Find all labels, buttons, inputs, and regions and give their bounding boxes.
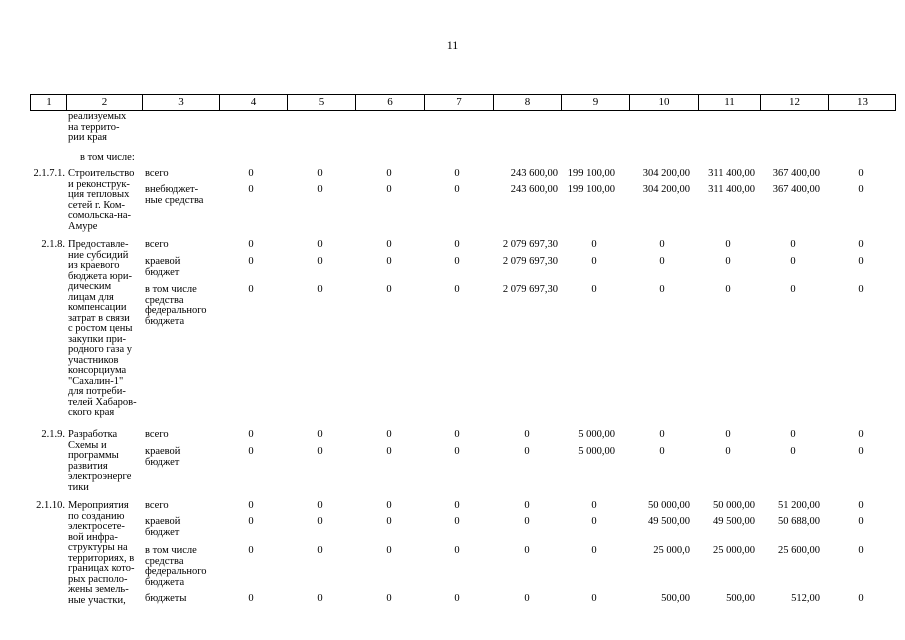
name-line: Схемы и <box>68 439 107 451</box>
name-line: границах кото- <box>68 563 135 574</box>
value-cell: 0 <box>248 429 254 440</box>
row-code: 2.1.9. <box>41 429 65 440</box>
name-line: Мероприятия <box>68 500 129 511</box>
source-line: краевой <box>145 256 181 267</box>
name-line: сетей г. Ком- <box>68 199 125 211</box>
value-cell: 367 400,00 <box>772 168 820 179</box>
name-line: участников <box>68 354 119 366</box>
header-col-8: 8 <box>493 95 561 110</box>
value-cell: 0 <box>317 545 323 556</box>
value-cell: 0 <box>524 516 530 527</box>
value-cell: 2 079 697,30 <box>502 256 558 267</box>
source-line: внебюджет- <box>145 184 199 195</box>
value-cell: 0 <box>591 500 597 511</box>
source-line: краевой <box>145 446 181 457</box>
value-cell: 50 688,00 <box>778 516 820 527</box>
value-cell: 0 <box>454 500 460 511</box>
source-line: всего <box>145 239 169 250</box>
name-line: и реконструк- <box>68 178 130 190</box>
value-cell: 0 <box>386 429 392 440</box>
name-line: электросете- <box>68 521 125 532</box>
name-line: Амуре <box>68 220 98 232</box>
value-cell: 0 <box>317 184 323 195</box>
source-line: федерального <box>145 305 207 316</box>
value-cell: 0 <box>790 256 796 267</box>
value-cell: 0 <box>524 545 530 556</box>
value-cell: 0 <box>386 256 392 267</box>
value-cell: 243 600,00 <box>510 168 558 179</box>
value-cell: 0 <box>317 429 323 440</box>
value-cell: 311 400,00 <box>708 168 755 179</box>
page-number: 11 <box>446 38 459 52</box>
value-cell: 51 200,00 <box>778 500 820 511</box>
value-cell: 2 079 697,30 <box>502 284 558 295</box>
name-line: жены земель- <box>68 584 129 595</box>
value-cell: 0 <box>386 284 392 295</box>
header-col-6: 6 <box>355 95 424 110</box>
value-cell: 0 <box>524 429 530 440</box>
value-cell: 0 <box>858 545 864 556</box>
name-line: рых располо- <box>68 573 128 585</box>
row-code: 2.1.10. <box>36 500 65 511</box>
header-col-12: 12 <box>760 95 828 110</box>
name-line: "Сахалин-1" <box>68 375 124 387</box>
name-line: реализуемых <box>68 111 127 122</box>
header-col-13: 13 <box>828 95 896 110</box>
source-line: федерального <box>145 566 207 577</box>
value-cell: 0 <box>659 256 665 267</box>
value-cell: 0 <box>454 593 460 604</box>
name-line: родного газа у <box>68 344 132 355</box>
value-cell: 0 <box>454 545 460 556</box>
value-cell: 0 <box>248 446 254 457</box>
value-cell: 0 <box>725 429 731 440</box>
header-col-4: 4 <box>219 95 287 110</box>
value-cell: 5 000,00 <box>578 429 615 440</box>
name-line: лицам для <box>68 291 114 303</box>
value-cell: 199 100,00 <box>567 168 615 179</box>
value-cell: 0 <box>524 500 530 511</box>
value-cell: 0 <box>725 284 731 295</box>
value-cell: 0 <box>659 284 665 295</box>
value-cell: 0 <box>591 545 597 556</box>
value-cell: 0 <box>591 284 597 295</box>
source-line: бюджет <box>145 266 180 278</box>
value-cell: 0 <box>248 256 254 267</box>
value-cell: 0 <box>386 239 392 250</box>
value-cell: 0 <box>248 593 254 604</box>
value-cell: 0 <box>659 446 665 457</box>
value-cell: 0 <box>858 168 864 179</box>
value-cell: 0 <box>858 256 864 267</box>
value-cell: 0 <box>858 446 864 457</box>
value-cell: 0 <box>317 593 323 604</box>
value-cell: 0 <box>248 284 254 295</box>
value-cell: 0 <box>317 516 323 527</box>
value-cell: 0 <box>386 184 392 195</box>
value-cell: 0 <box>790 429 796 440</box>
value-cell: 0 <box>454 429 460 440</box>
value-cell: 0 <box>454 284 460 295</box>
value-cell: 25 600,00 <box>778 545 820 556</box>
value-cell: 0 <box>317 500 323 511</box>
value-cell: 0 <box>790 446 796 457</box>
value-cell: 500,00 <box>661 593 690 604</box>
name-line: по созданию <box>68 510 125 522</box>
value-cell: 0 <box>858 239 864 250</box>
value-cell: 367 400,00 <box>772 184 820 195</box>
value-cell: 0 <box>454 184 460 195</box>
name-line: для потреби- <box>68 386 126 397</box>
name-line: вой инфра- <box>68 531 118 543</box>
name-line: территориях, в <box>68 552 135 564</box>
value-cell: 0 <box>386 446 392 457</box>
value-cell: 0 <box>317 446 323 457</box>
value-cell: 0 <box>248 516 254 527</box>
source-line: средства <box>145 555 184 567</box>
name-line: с ростом цены <box>68 323 133 334</box>
value-cell: 0 <box>524 446 530 457</box>
name-line: бюджета юри- <box>68 270 132 282</box>
value-cell: 0 <box>790 239 796 250</box>
value-cell: 50 000,00 <box>648 500 690 511</box>
value-cell: 49 500,00 <box>713 516 755 527</box>
source-line: бюджет <box>145 456 180 468</box>
header-col-1: 1 <box>46 96 52 108</box>
name-line: ние субсидий <box>68 249 129 261</box>
value-cell: 0 <box>858 429 864 440</box>
value-cell: 0 <box>858 184 864 195</box>
name-line: электроэнерге <box>68 471 132 482</box>
value-cell: 25 000,0 <box>653 545 690 556</box>
value-cell: 0 <box>454 168 460 179</box>
source-line: всего <box>145 500 169 511</box>
value-cell: 0 <box>454 239 460 250</box>
value-cell: 0 <box>725 446 731 457</box>
value-cell: 0 <box>248 500 254 511</box>
value-cell: 49 500,00 <box>648 516 690 527</box>
value-cell: 0 <box>725 256 731 267</box>
value-cell: 0 <box>248 184 254 195</box>
value-cell: 25 000,00 <box>713 545 755 556</box>
name-line: затрат в связи <box>68 312 130 324</box>
name-line: Предоставле- <box>68 239 129 250</box>
value-cell: 50 000,00 <box>713 500 755 511</box>
value-cell: 2 079 697,30 <box>502 239 558 250</box>
name-line: закупки при- <box>68 333 126 345</box>
value-cell: 0 <box>858 500 864 511</box>
header-col-7: 7 <box>424 95 493 110</box>
row-code: 2.1.8. <box>41 239 65 250</box>
name-line: развития <box>68 460 108 472</box>
value-cell: 304 200,00 <box>642 184 690 195</box>
value-cell: 0 <box>858 516 864 527</box>
value-cell: 0 <box>386 168 392 179</box>
value-cell: 0 <box>524 593 530 604</box>
value-cell: 0 <box>248 239 254 250</box>
name-line: из краевого <box>68 260 120 271</box>
value-cell: 0 <box>591 516 597 527</box>
source-line: бюджета <box>145 576 185 588</box>
header-col-10: 10 <box>629 95 698 110</box>
row-code: 2.1.7.1. <box>33 168 65 179</box>
value-cell: 0 <box>591 256 597 267</box>
source-line: в том числе <box>145 284 197 295</box>
value-cell: 5 000,00 <box>578 446 615 457</box>
value-cell: 0 <box>248 545 254 556</box>
value-cell: 500,00 <box>726 593 755 604</box>
name-line: ные участки, <box>68 594 126 606</box>
value-cell: 304 200,00 <box>642 168 690 179</box>
value-cell: 243 600,00 <box>510 184 558 195</box>
name-line: дическим <box>68 281 112 292</box>
header-col-9: 9 <box>561 95 629 110</box>
name-line: консорциума <box>68 365 127 376</box>
value-cell: 0 <box>790 284 796 295</box>
header-col-11: 11 <box>698 95 760 110</box>
source-line: средства <box>145 294 184 306</box>
name-line: тики <box>68 481 89 493</box>
value-cell: 0 <box>454 446 460 457</box>
name-line: Разработка <box>68 429 118 440</box>
value-cell: 0 <box>454 256 460 267</box>
name-line: Строительство <box>68 168 135 179</box>
header-col-2: 2 <box>66 95 142 110</box>
value-cell: 199 100,00 <box>567 184 615 195</box>
name-line: ского края <box>68 407 115 418</box>
name-line: компенсации <box>68 302 127 313</box>
value-cell: 0 <box>317 284 323 295</box>
value-cell: 0 <box>591 239 597 250</box>
value-cell: 512,00 <box>791 593 820 604</box>
name-line: сомольска-на- <box>68 210 132 221</box>
value-cell: 0 <box>386 593 392 604</box>
source-line: бюджета <box>145 315 185 327</box>
incl-label: в том числе: <box>80 152 135 163</box>
source-line: бюджеты <box>145 593 187 604</box>
source-line: в том числе <box>145 545 197 556</box>
source-line: краевой <box>145 516 181 527</box>
value-cell: 0 <box>659 429 665 440</box>
name-line: ция тепловых <box>68 189 130 200</box>
header-col-3: 3 <box>142 95 219 110</box>
value-cell: 0 <box>858 284 864 295</box>
source-line: всего <box>145 429 169 440</box>
source-line: бюджет <box>145 526 180 538</box>
name-line: структуры на <box>68 542 128 553</box>
value-cell: 0 <box>248 168 254 179</box>
value-cell: 0 <box>386 545 392 556</box>
value-cell: 0 <box>386 516 392 527</box>
value-cell: 0 <box>659 239 665 250</box>
value-cell: 0 <box>725 239 731 250</box>
source-line: ные средства <box>145 194 204 206</box>
value-cell: 311 400,00 <box>708 184 755 195</box>
name-line: телей Хабаров- <box>68 396 137 408</box>
value-cell: 0 <box>317 168 323 179</box>
name-line: программы <box>68 450 119 461</box>
value-cell: 0 <box>454 516 460 527</box>
value-cell: 0 <box>317 239 323 250</box>
name-line: на террито- <box>68 121 120 133</box>
value-cell: 0 <box>858 593 864 604</box>
value-cell: 0 <box>317 256 323 267</box>
value-cell: 0 <box>386 500 392 511</box>
value-cell: 0 <box>591 593 597 604</box>
source-line: всего <box>145 168 169 179</box>
header-col-5: 5 <box>287 95 355 110</box>
name-line: рии края <box>68 132 107 143</box>
table-header <box>30 94 896 111</box>
